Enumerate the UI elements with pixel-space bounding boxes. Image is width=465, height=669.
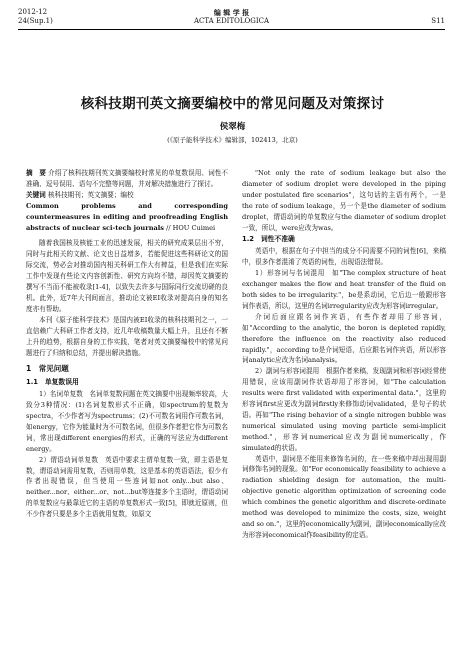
header-page: S11 — [431, 17, 445, 25]
paragraph: 介词后面应跟名词作宾语，有些作者却用了形容词，如"According to the analytic, the boron is depleted rapidly, therefore the influence on the reactivity also reduced rapidly."，according to是介词短语，后应跟名词作宾语，所以形容词analytic应改为名词analysis。 — [242, 312, 446, 365]
keywords-label: 关键词 — [26, 190, 46, 199]
header-issue: 24(Sup.1) — [18, 17, 53, 25]
abstract-text: 介绍了核科技期刊英文摘要编校时常见的单复数误用、词性不准确、逗号误用、语句不完整等问题，并对解决措施进行了探讨。 — [26, 169, 229, 188]
english-title: Common problems and corresponding countermeasures in editing and proofreading English abstracts of nuclear sci-tech journals — [26, 201, 228, 232]
author-affiliation: (《原子能科学技术》编辑部，102413，北京) — [167, 136, 298, 144]
header-journal-en: ACTA EDITOLOGICA — [193, 17, 270, 25]
article-title: 核科技期刊英文摘要编校中的常见问题及对策探讨 — [80, 96, 385, 112]
paragraph: 随着我国核及核能工业的迅速发展，相关的研究成果层出不穷，同时与此相关的文献、论文也日益增多，若能促进这些科研论文的国际交流，势必会对推动国内相关科研工作大有裨益，但是我们在实际工作中发现有些论文内容创新性、研究方向均不错，却因英文摘要的撰写不当而不能被收录[1-4]，以致失去许多与国际同行交流切磋的良机。此外，近7年大刊间面言，推动论文被EI收录对提高自身的知名度亦有帮助。 — [26, 239, 228, 313]
abstract-label: 摘 要 — [26, 169, 46, 177]
right-column — [242, 168, 446, 541]
paragraph: 2）谓语动词单复数 英语中要求主谓单复数一致，即主语是复数，谓语动词需用复数，否则用单数，这是基本的英语语法，很少有作者出现错误，但当使用一些连词如not only...but also、neither...nor、either...or、not...but等连接多个主语时，谓语动词的单复数应与最靠近它的主语的单复数形式一致[5]，即就近原则，但不少作者只要是多个主语就用复数，如原文 — [26, 455, 228, 519]
paragraph: 2）副词与形容词混用 根据作者来稿，发现副词和形容词经常使用错误，应该用副词作状语却用了形容词，如"The calculation results were first validated with experimental data."，这里的形容词first应更改为副词firstly来修饰动词validated，是句子的状语。再如"The rising behavior of a single nitrogen bubble was numerical simulated using moving particle semi-implicit method."，形容词numerical应改为副词numerically，作simulated的状语。 — [242, 367, 446, 452]
author-name: 侯翠梅 — [219, 122, 246, 132]
paragraph: 本刊《原子能科学技术》是国内被EI收录的核科技期刊之一，一直信赖广大科研工作者支持，近几年收稿数量大幅上升，且还有不断上升的趋势，根据自身的工作实践，笔者对英文摘要编校中的常见问题进行了归纳和总结，并提出解决措施。 — [26, 315, 228, 357]
running-header — [18, 8, 445, 38]
abstract-en — [26, 201, 228, 234]
keywords-text: 核科技期刊；英文摘要；编校 — [47, 190, 134, 199]
paragraph: 1）形容词与名词混用 如"The complex structure of heat exchanger makes the flow and heat transfer of the fluid on both sides to be irregularity."，be是系动词，它后边一般跟形容词作表语，所以，这里的名词irregularity应改为形容词irregular。 — [242, 269, 446, 310]
paragraph: 1）名词单复数 名词单复数问题在英文摘要中出现频率较高，大致分3种情况：(1)名词复数形式不正确，如spectrum的复数为spectra，不少作者写为spectrums；(2)不可数名词用作可数名词，如energy，它作为能量时为不可数名词，但很多作者把它作为可数名词，常出现different energies的形式，正确的写法应为different energy。 — [26, 390, 228, 453]
subsection-heading: 1.2 词性不准确 — [242, 235, 295, 244]
header-journal-cn: 编 辑 学 报 — [213, 8, 250, 17]
paragraph: "Not only the rate of sodium leakage but also the diameter of sodium droplet were developed in the piping under postulated fire scenarios"，这句话的主语有两个，一是the rate of sodium leakage，另一个是the diameter of sodium droplet，谓语动词的单复数应与the diameter of sodium droplet一致，所以，were应改为was。 — [242, 169, 446, 232]
abstract-cn — [26, 168, 228, 190]
left-column — [26, 168, 228, 520]
header-date: 2012-12 — [18, 8, 48, 16]
subsection-heading: 1.1 单复数误用 — [26, 378, 79, 387]
paragraph: 英语中，副词是不能用来修饰名词的，在一些来稿中却出现用副词修饰名词的现象。如"For economically feasibility to achieve a radiation shielding design for automation, the multi-objective genetic algorithm optimization of screening code which combines the genetic algorithm and discrete-ordinate method was developed to minimize the costs, size, weight and so on."，这里的economically为副词，副词economically应改为形容词economical作feasibility的定语。 — [242, 454, 446, 539]
keywords — [26, 190, 228, 201]
header-rule — [18, 29, 445, 30]
english-author: // HOU Cuimei — [166, 223, 216, 232]
section-heading: 1 常见问题 — [26, 364, 69, 374]
paragraph: 英语中，根据在句子中担当的成分不同需要不同的词性[6]，来稿中，很多作者混淆了英语的词性，出现语法错误。 — [242, 247, 446, 267]
